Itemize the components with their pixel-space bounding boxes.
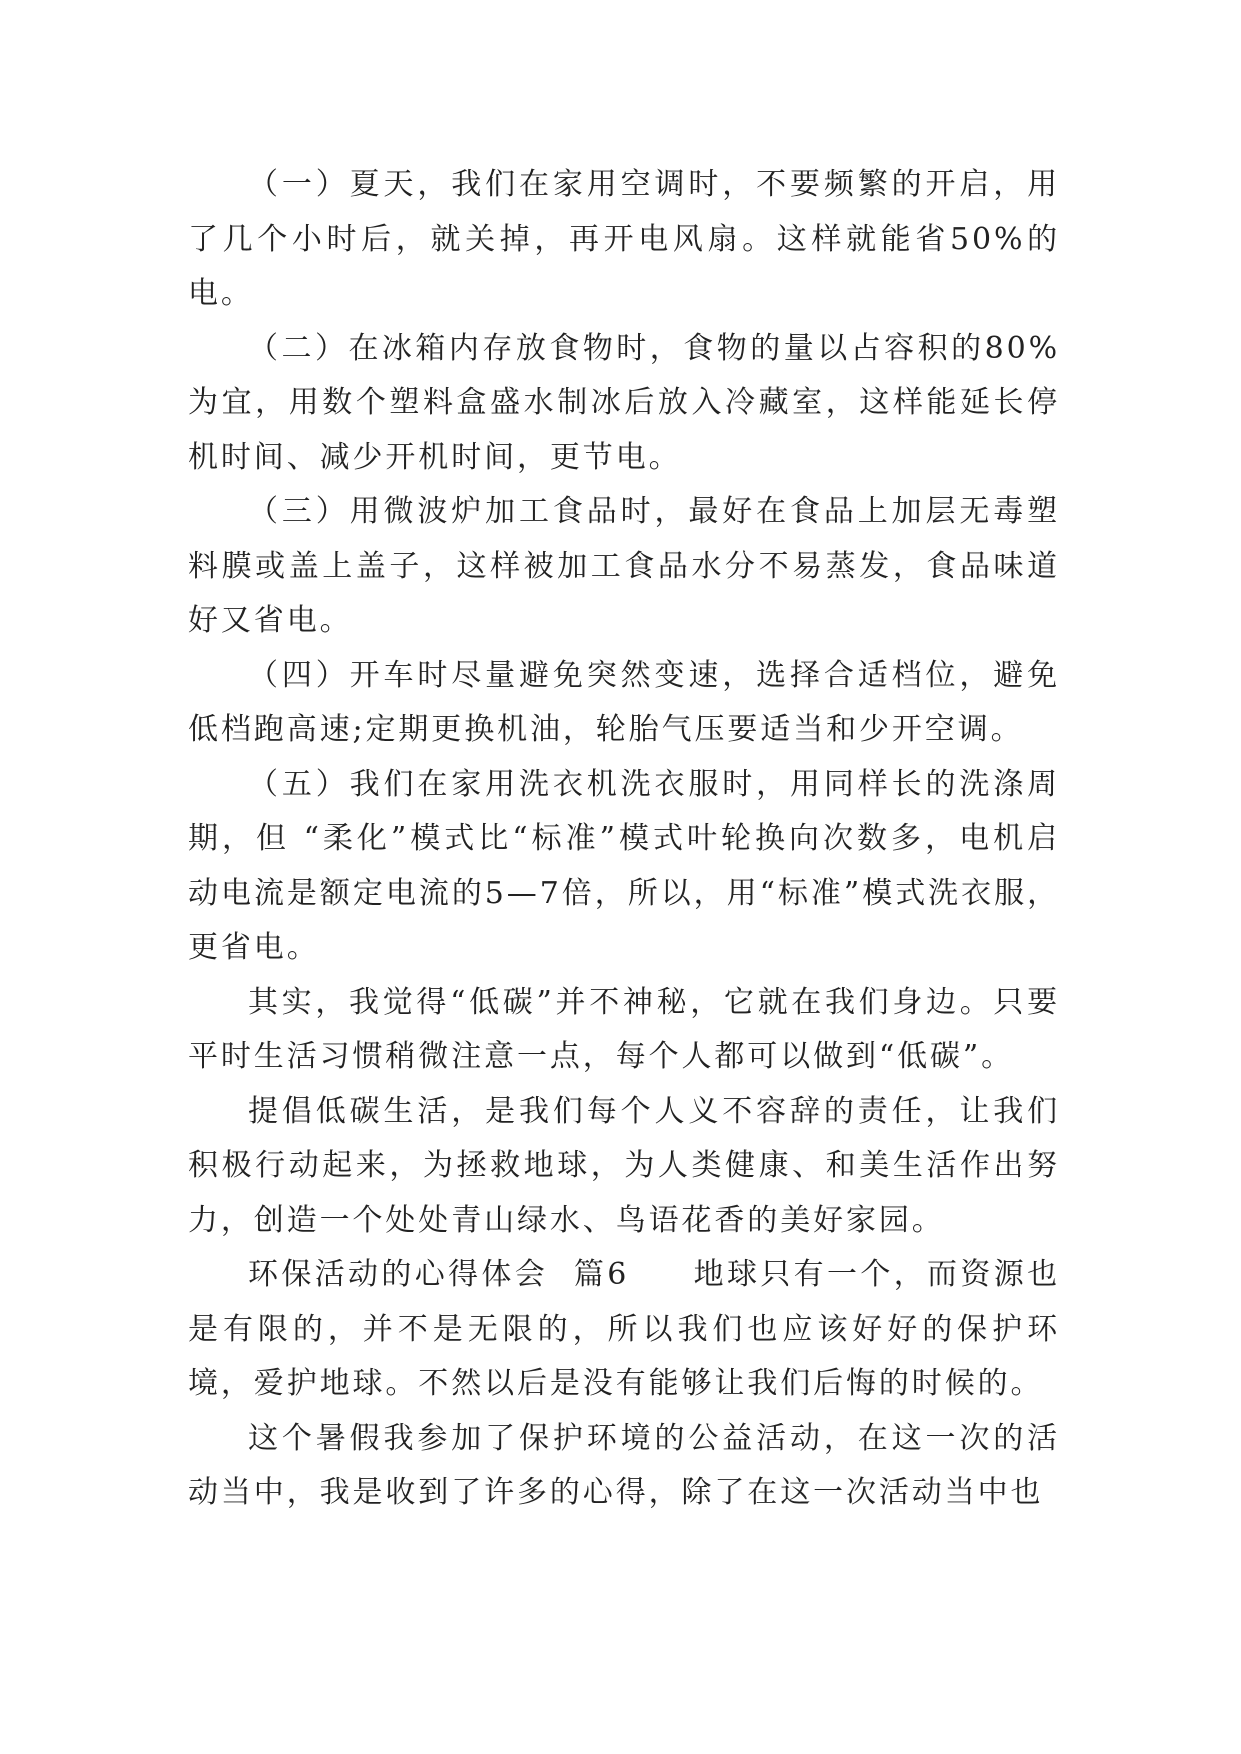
document-body [188, 158, 1060, 1521]
paragraph-low-carbon: 其实，我觉得“低碳”并不神秘，它就在我们身边。只要平时生活习惯稍微注意一点，每个人都可以做到“低碳”。 [188, 984, 1060, 1074]
paragraph-air-conditioner: （一）夏天，我们在家用空调时，不要频繁的开启，用了几个小时后，就关掉，再开电风扇。这样就能省50%的电。 [188, 167, 1060, 311]
paragraph-microwave: （三）用微波炉加工食品时，最好在食品上加层无毒塑料膜或盖上盖子，这样被加工食品水分不易蒸发，食品味道好又省电。 [188, 494, 1060, 638]
paragraph-washing-machine: （五）我们在家用洗衣机洗衣服时，用同样长的洗涤周期，但 “柔化”模式比“标准”模式叶轮换向次数多，电机启动电流是额定电流的5—7倍，所以，用“标准”模式洗衣服，更省电。 [188, 766, 1060, 965]
paragraph-refrigerator: （二）在冰箱内存放食物时，食物的量以占容积的80%为宜，用数个塑料盒盛水制冰后放入冷藏室，这样能延长停机时间、减少开机时间，更节电。 [188, 330, 1060, 475]
paragraph-section-6: 环保活动的心得体会 篇6 地球只有一个，而资源也是有限的，并不是无限的，所以我们也应该好好的保护环境，爱护地球。不然以后是没有能够让我们后悔的时候的。 [188, 1257, 1060, 1401]
paragraph-summer-activity: 这个暑假我参加了保护环境的公益活动，在这一次的活动当中，我是收到了许多的心得，除了在这一次活动当中也 [188, 1420, 1060, 1510]
paragraph-advocacy: 提倡低碳生活，是我们每个人义不容辞的责任，让我们积极行动起来，为拯救地球，为人类健康、和美生活作出努力，创造一个处处青山绿水、鸟语花香的美好家园。 [188, 1093, 1060, 1238]
paragraph-driving: （四）开车时尽量避免突然变速，选择合适档位，避免低档跑高速;定期更换机油，轮胎气压要适当和少开空调。 [188, 657, 1060, 747]
